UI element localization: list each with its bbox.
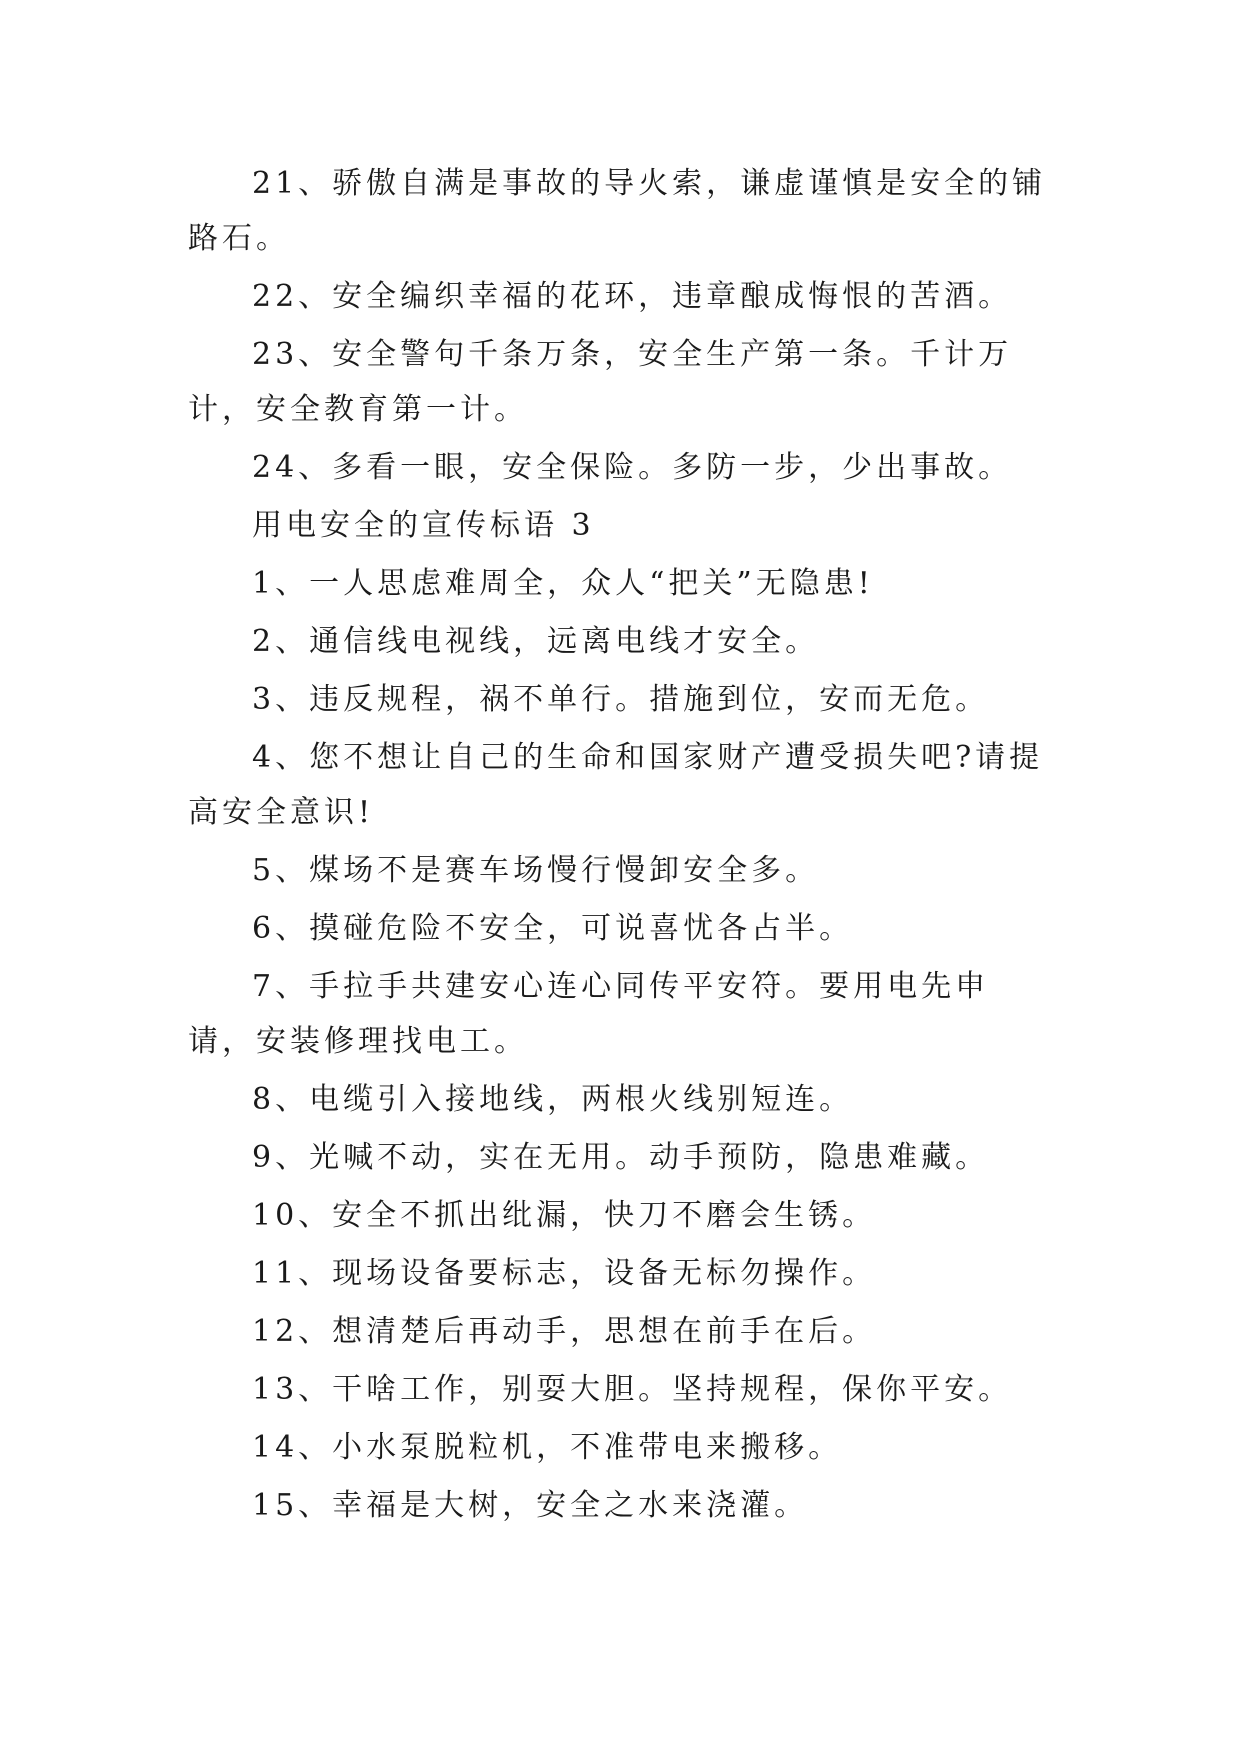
paragraph-slogan-23: 23、安全警句千条万条，安全生产第一条。千计万计，安全教育第一计。 — [188, 337, 1013, 427]
paragraph-slogan-22: 22、安全编织幸福的花环，违章酿成悔恨的苦酒。 — [252, 279, 1013, 314]
paragraph-slogan-8: 8、电缆引入接地线，两根火线别短连。 — [252, 1082, 854, 1117]
paragraph-slogan-24: 24、多看一眼，安全保险。多防一步，少出事故。 — [252, 450, 1013, 485]
paragraph-slogan-7: 7、手拉手共建安心连心同传平安符。要用电先申请，安装修理找电工。 — [188, 969, 990, 1059]
paragraph-slogan-5: 5、煤场不是赛车场慢行慢卸安全多。 — [252, 853, 820, 888]
paragraph-slogan-10: 10、安全不抓出纰漏，快刀不磨会生锈。 — [252, 1198, 877, 1233]
paragraph-slogan-14: 14、小水泵脱粒机，不准带电来搬移。 — [252, 1430, 843, 1465]
paragraph-slogan-12: 12、想清楚后再动手，思想在前手在后。 — [252, 1314, 877, 1349]
paragraph-slogan-15: 15、幸福是大树，安全之水来浇灌。 — [252, 1488, 809, 1523]
paragraph-slogan-1: 1、一人思虑难周全，众人“把关”无隐患! — [252, 566, 874, 601]
section-heading: 用电安全的宣传标语 3 — [252, 508, 595, 543]
paragraph-slogan-11: 11、现场设备要标志，设备无标勿操作。 — [252, 1256, 877, 1291]
paragraph-slogan-2: 2、通信线电视线，远离电线才安全。 — [252, 624, 820, 659]
document-body — [188, 156, 1056, 1536]
paragraph-slogan-9: 9、光喊不动，实在无用。动手预防，隐患难藏。 — [252, 1140, 990, 1175]
paragraph-slogan-6: 6、摸碰危险不安全，可说喜忧各占半。 — [252, 911, 854, 946]
paragraph-slogan-13: 13、干啥工作，别耍大胆。坚持规程，保你平安。 — [252, 1372, 1013, 1407]
paragraph-slogan-4: 4、您不想让自己的生命和国家财产遭受损失吧?请提高安全意识! — [188, 740, 1044, 830]
paragraph-slogan-21: 21、骄傲自满是事故的导火索，谦虚谨慎是安全的铺路石。 — [188, 166, 1047, 256]
paragraph-slogan-3: 3、违反规程，祸不单行。措施到位，安而无危。 — [252, 682, 990, 717]
